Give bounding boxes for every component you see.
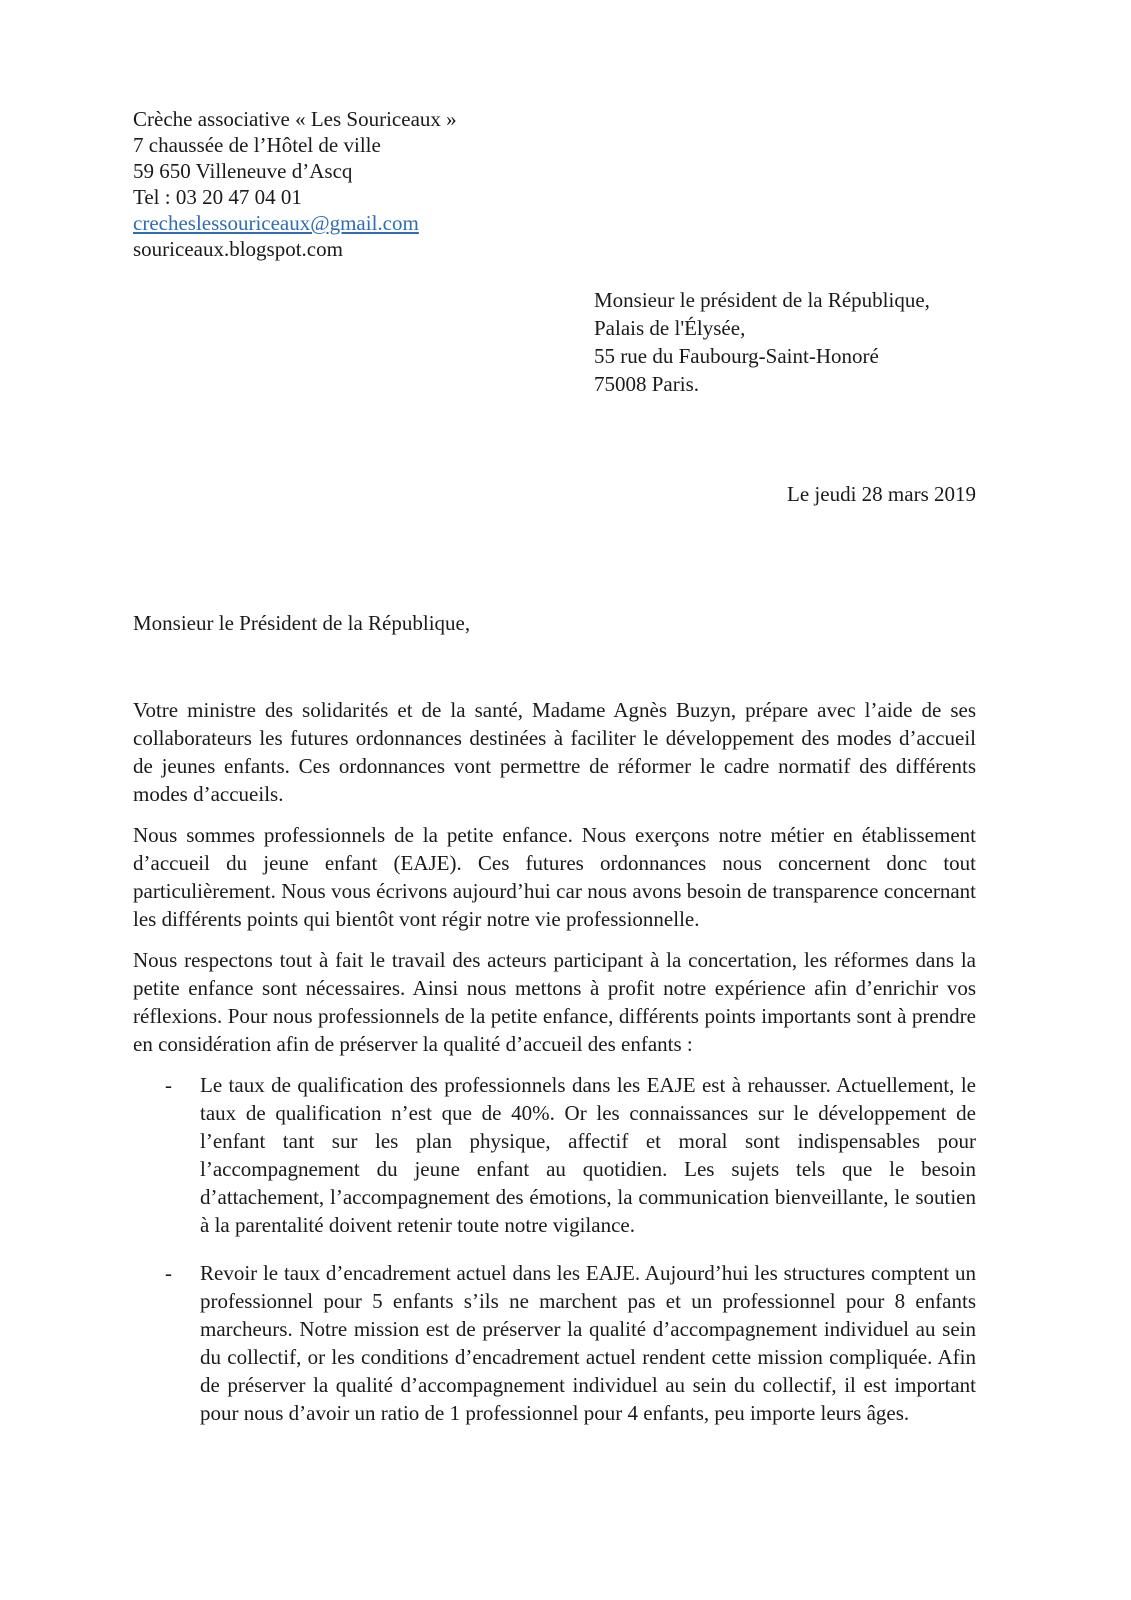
sender-website: souriceaux.blogspot.com (133, 237, 343, 261)
letter-body (133, 696, 976, 1447)
sender-address-line2: 59 650 Villeneuve d’Ascq (133, 159, 353, 183)
sender-email-link[interactable]: crecheslessouriceaux@gmail.com (133, 211, 419, 235)
body-paragraph: Votre ministre des solidarités et de la santé, Madame Agnès Buzyn, prépare avec l’aide de ses collaborateurs les futures ordonnances destinées à faciliter le développement des modes d’accueil de jeunes enfants. Ces ordonnances vont permettre de réformer le cadre normatif des différents modes d’accueils. (133, 698, 976, 806)
sender-address-line1: 7 chaussée de l’Hôtel de ville (133, 133, 381, 157)
recipient-line1: Monsieur le président de la République, (594, 288, 930, 312)
bullet-dash: - (165, 1261, 172, 1285)
sender-block (133, 106, 457, 262)
bullet-dash: - (165, 1073, 172, 1097)
list-item (133, 1259, 976, 1427)
list-item-text: Le taux de qualification des professionnels dans les EAJE est à rehausser. Actuellement, le taux de qualification n’est que de 40%. Or les connaissances sur le développement de l’enfant tant sur les plan physique, affectif et moral sont indispensables pour l’accompagnement du jeune enfant au quotidien. Les sujets tels que le besoin d’attachement, l’accompagnement des émotions, la communication bienveillante, le soutien à la parentalité doivent retenir toute notre vigilance. (200, 1073, 976, 1237)
recipient-block (594, 286, 930, 398)
letter-date: Le jeudi 28 mars 2019 (787, 482, 976, 506)
points-list (133, 1071, 976, 1427)
sender-phone: Tel : 03 20 47 04 01 (133, 185, 302, 209)
list-item-text: Revoir le taux d’encadrement actuel dans les EAJE. Aujourd’hui les structures comptent un professionnel pour 5 enfants s’ils ne marchent pas et un professionnel pour 8 enfants marcheurs. Notre mission est de préserver la qualité d’accompagnement individuel au sein du collectif, or les conditions d’encadrement actuel rendent cette mission compliquée. Afin de préserver la qualité d’accompagnement individuel au sein du collectif, il est important pour nous d’avoir un ratio de 1 professionnel pour 4 enfants, peu importe leurs âges. (200, 1261, 976, 1425)
recipient-line2: Palais de l'Élysée, (594, 316, 746, 340)
list-item (133, 1071, 976, 1239)
body-paragraph: Nous respectons tout à fait le travail des acteurs participant à la concertation, les réformes dans la petite enfance sont nécessaires. Ainsi nous mettons à profit notre expérience afin d’enrichir vos réflexions. Pour nous professionnels de la petite enfance, différents points importants sont à prendre en considération afin de préserver la qualité d’accueil des enfants : (133, 948, 976, 1056)
sender-name: Crèche associative « Les Souriceaux » (133, 107, 457, 131)
salutation: Monsieur le Président de la République, (133, 611, 471, 635)
recipient-line4: 75008 Paris. (594, 372, 699, 396)
recipient-line3: 55 rue du Faubourg-Saint-Honoré (594, 344, 879, 368)
body-paragraph: Nous sommes professionnels de la petite enfance. Nous exerçons notre métier en établissement d’accueil du jeune enfant (EAJE). Ces futures ordonnances nous concernent donc tout particulièrement. Nous vous écrivons aujourd’hui car nous avons besoin de transparence concernant les différents points qui bientôt vont régir notre vie professionnelle. (133, 823, 976, 931)
